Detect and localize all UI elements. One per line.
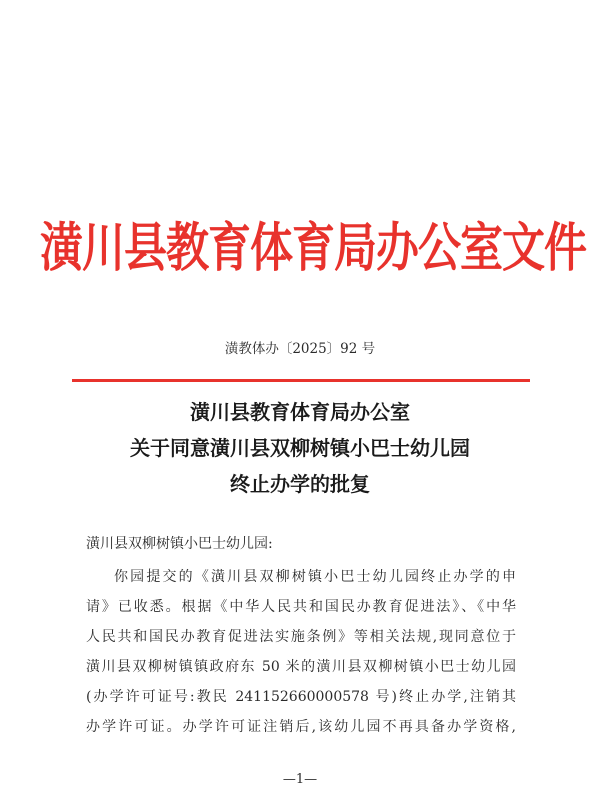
document-number: 潢教体办〔2025〕92 号 <box>224 341 376 357</box>
body-text-line: (办学许可证号:教民 241152660000578 号)终止办学,注销其 <box>86 689 516 705</box>
document-title-line: 终止办学的批复 <box>230 472 370 496</box>
body-text-line: 办学许可证。办学许可证注销后,该幼儿园不再具备办学资格, <box>86 719 516 735</box>
page-number: —1— <box>282 772 318 787</box>
body-text-line: 潢川县双柳树镇镇政府东 50 米的潢川县双柳树镇小巴士幼儿园 <box>86 659 516 675</box>
salutation: 潢川县双柳树镇小巴士幼儿园: <box>86 536 273 552</box>
document-title-line: 潢川县教育体育局办公室 <box>190 400 410 424</box>
body-text-line: 你园提交的《潢川县双柳树镇小巴士幼儿园终止办学的申 <box>114 569 516 585</box>
body-text-line: 人民共和国民办教育促进法实施条例》等相关法规,现同意位于 <box>86 629 516 645</box>
document-title-line: 关于同意潢川县双柳树镇小巴士幼儿园 <box>130 436 470 460</box>
document-masthead: 潢川县教育体育局办公室文件 <box>40 218 586 280</box>
red-divider-line <box>72 379 530 382</box>
body-text-line: 请》已收悉。根据《中华人民共和国民办教育促进法》、《中华 <box>86 599 516 615</box>
